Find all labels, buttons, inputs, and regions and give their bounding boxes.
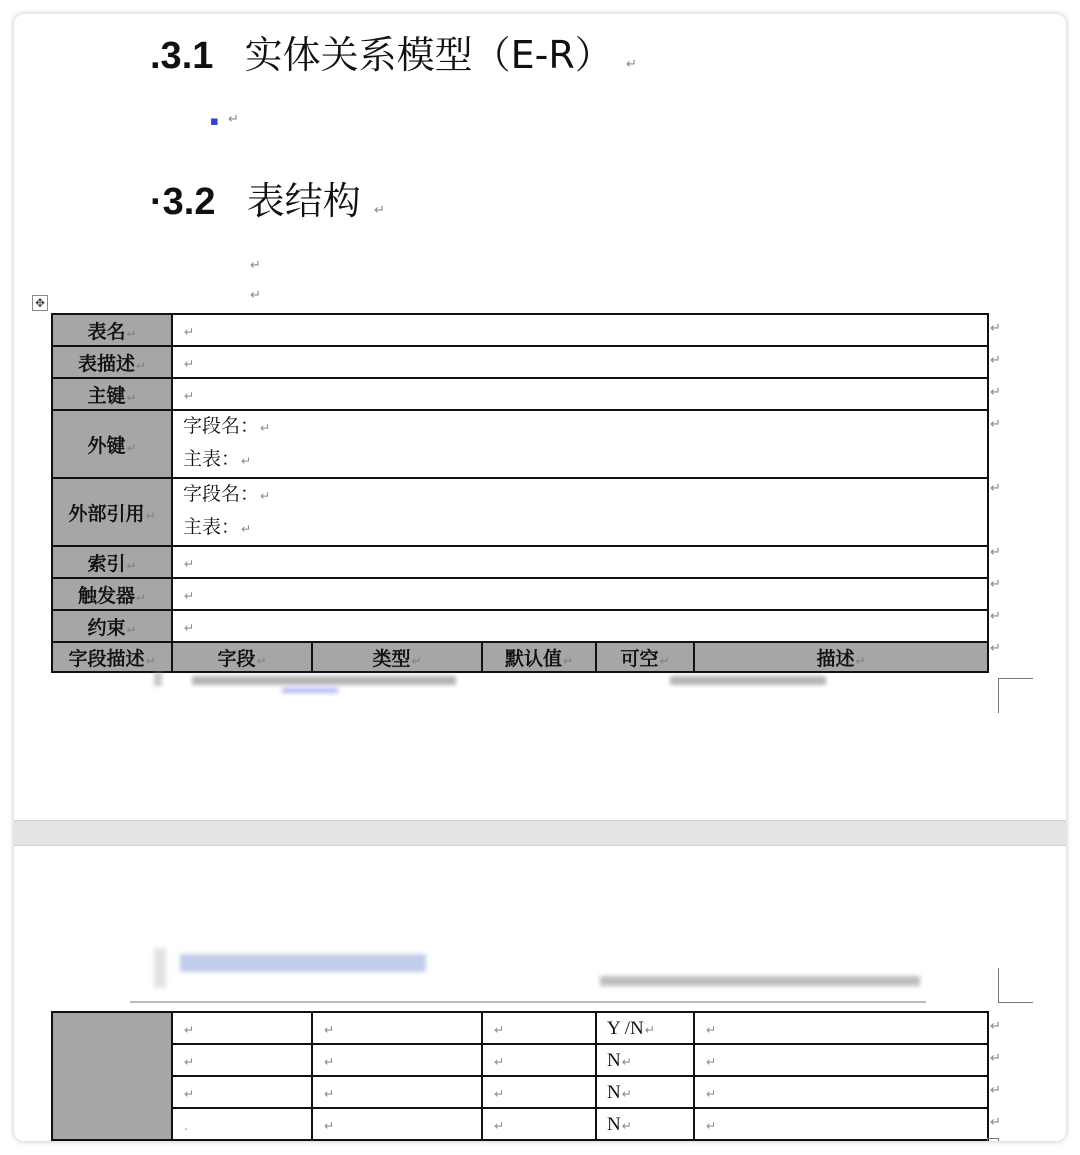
column-header-text: 可空 bbox=[620, 647, 659, 670]
cell-end-mark: ↵ bbox=[706, 1023, 717, 1037]
row-value-cell[interactable] bbox=[172, 378, 988, 410]
blurred-header-text bbox=[180, 954, 426, 972]
field-cell[interactable] bbox=[312, 1108, 482, 1140]
table-structure-template bbox=[51, 313, 989, 673]
paragraph-mark: ↵ bbox=[373, 203, 385, 218]
cell-end-mark: ↵ bbox=[621, 1086, 632, 1101]
paragraph-mark: ↵ bbox=[241, 522, 252, 536]
row-value-cell[interactable] bbox=[172, 410, 988, 478]
cell-end-mark: ↵ bbox=[184, 1055, 195, 1069]
nullable-cell[interactable] bbox=[596, 1076, 694, 1108]
cell-end-mark: ↵ bbox=[659, 653, 670, 668]
page-gap bbox=[14, 820, 1066, 846]
cell-line-text: 字段名： bbox=[183, 483, 260, 505]
cell-end-mark: ↵ bbox=[644, 1022, 655, 1037]
cell-end-mark: ↵ bbox=[184, 589, 195, 603]
field-cell[interactable] bbox=[694, 1076, 988, 1108]
row-label-text: 表描述 bbox=[77, 352, 135, 375]
cell-end-mark: ↵ bbox=[706, 1119, 717, 1133]
cell-end-mark: ↵ bbox=[184, 557, 195, 571]
cell-line bbox=[183, 512, 987, 545]
column-header-text: 默认值 bbox=[504, 647, 562, 670]
crop-mark bbox=[998, 678, 1033, 713]
column-header[interactable] bbox=[482, 642, 596, 672]
blurred-footer-text-right bbox=[670, 676, 826, 685]
cell-end-mark: ↵ bbox=[621, 1118, 632, 1133]
row-label-text: 字段描述 bbox=[68, 647, 145, 670]
cell-end-mark: ↵ bbox=[145, 653, 156, 668]
table-row bbox=[52, 1108, 988, 1140]
row-end-mark: ↵ bbox=[990, 481, 1001, 496]
paragraph-mark: ↵ bbox=[241, 454, 252, 468]
cell-end-mark: ↵ bbox=[855, 653, 866, 668]
cell-end-mark: ↵ bbox=[324, 1023, 335, 1037]
row-value-cell[interactable] bbox=[172, 478, 988, 546]
column-header[interactable] bbox=[172, 642, 312, 672]
row-label-text: 外键 bbox=[87, 434, 126, 457]
row-value-cell[interactable] bbox=[172, 610, 988, 642]
table-row bbox=[52, 610, 988, 642]
field-cell[interactable] bbox=[172, 1044, 312, 1076]
row-end-mark: ↵ bbox=[990, 609, 1001, 624]
blurred-header-text-right bbox=[600, 976, 920, 986]
nullable-cell[interactable] bbox=[596, 1108, 694, 1140]
table-row bbox=[52, 1076, 988, 1108]
row-label bbox=[52, 478, 172, 546]
row-value-cell[interactable] bbox=[172, 578, 988, 610]
heading-3-2 bbox=[150, 170, 385, 225]
merged-label-cell bbox=[52, 1012, 172, 1140]
row-label-text: 表名 bbox=[87, 320, 126, 343]
document-canvas bbox=[14, 14, 1066, 1141]
field-cell[interactable] bbox=[482, 1044, 596, 1076]
cell-end-mark: ↵ bbox=[706, 1055, 717, 1069]
crop-mark bbox=[998, 968, 1033, 1003]
field-cell[interactable] bbox=[312, 1012, 482, 1044]
paragraph-mark: ↵ bbox=[260, 421, 271, 435]
nullable-value: N bbox=[607, 1049, 621, 1071]
row-label bbox=[52, 610, 172, 642]
table-row bbox=[52, 1012, 988, 1044]
page-1 bbox=[14, 14, 1066, 820]
field-cell[interactable] bbox=[482, 1012, 596, 1044]
row-label-text: 外部引用 bbox=[68, 502, 145, 525]
cell-line bbox=[183, 444, 987, 477]
blurred-footer-mark bbox=[154, 672, 162, 686]
cell-end-mark: ↵ bbox=[126, 440, 137, 455]
cell-line-text: 主表： bbox=[183, 448, 241, 470]
cell-end-mark: ↵ bbox=[256, 653, 267, 668]
cell-end-mark: ↵ bbox=[494, 1087, 505, 1101]
paragraph-mark: ↵ bbox=[250, 258, 261, 273]
row-end-mark: ↵ bbox=[990, 545, 1001, 560]
row-label bbox=[52, 410, 172, 478]
row-end-mark: ↵ bbox=[990, 417, 1001, 432]
row-end-mark: ↵ bbox=[990, 1051, 1001, 1066]
table-resize-handle-icon[interactable] bbox=[987, 1138, 999, 1141]
field-cell[interactable] bbox=[172, 1012, 312, 1044]
heading-3-2-text: 表结构 bbox=[246, 179, 361, 223]
nullable-cell[interactable] bbox=[596, 1044, 694, 1076]
cell-end-mark: ↵ bbox=[135, 358, 147, 373]
cell-end-mark: ↵ bbox=[184, 389, 195, 403]
column-header-text: 描述 bbox=[816, 647, 855, 670]
row-value-cell[interactable] bbox=[172, 546, 988, 578]
cell-end-mark: ↵ bbox=[411, 653, 422, 668]
cell-end-mark: ↵ bbox=[494, 1119, 505, 1133]
table-row bbox=[52, 478, 988, 546]
column-header[interactable] bbox=[312, 642, 482, 672]
row-end-mark: ↵ bbox=[990, 641, 1001, 656]
nullable-cell[interactable] bbox=[596, 1012, 694, 1044]
nullable-value: Y /N bbox=[607, 1017, 644, 1039]
row-label bbox=[52, 546, 172, 578]
column-header[interactable] bbox=[596, 642, 694, 672]
paragraph-mark: ↵ bbox=[250, 288, 261, 303]
row-value-cell[interactable] bbox=[172, 346, 988, 378]
row-end-mark: ↵ bbox=[990, 1019, 1001, 1034]
paragraph-mark: ↵ bbox=[260, 489, 271, 503]
cell-end-mark: ↵ bbox=[135, 590, 147, 605]
table-row bbox=[52, 378, 988, 410]
row-label bbox=[52, 642, 172, 672]
cell-line bbox=[183, 479, 987, 512]
field-cell[interactable] bbox=[312, 1044, 482, 1076]
row-label-text: 主键 bbox=[87, 384, 126, 407]
row-label bbox=[52, 578, 172, 610]
paragraph-mark: ↵ bbox=[228, 112, 239, 127]
field-cell[interactable] bbox=[482, 1108, 596, 1140]
cell-end-mark: ↵ bbox=[145, 508, 156, 523]
table-row-field-header bbox=[52, 642, 988, 672]
field-cell[interactable] bbox=[694, 1044, 988, 1076]
row-label-text: 索引 bbox=[87, 552, 126, 575]
row-label bbox=[52, 378, 172, 410]
cell-end-mark: ↵ bbox=[324, 1119, 335, 1133]
row-end-mark: ↵ bbox=[990, 353, 1001, 368]
row-end-mark: ↵ bbox=[990, 321, 1001, 336]
cell-end-mark: ↵ bbox=[126, 326, 137, 341]
field-cell[interactable] bbox=[312, 1076, 482, 1108]
heading-3-1-number: .3.1 bbox=[150, 35, 214, 77]
cell-line-text: 主表： bbox=[183, 516, 241, 538]
cell-line-text: 字段名： bbox=[183, 415, 260, 437]
blurred-footer-link bbox=[282, 688, 338, 693]
cell-end-mark: ↵ bbox=[184, 325, 195, 339]
field-cell[interactable] bbox=[694, 1012, 988, 1044]
field-cell[interactable] bbox=[172, 1076, 312, 1108]
blurred-header-mark bbox=[154, 948, 166, 988]
row-value-cell[interactable] bbox=[172, 314, 988, 346]
blurred-footer-text-left bbox=[192, 676, 456, 685]
row-label-text: 约束 bbox=[87, 616, 126, 639]
row-end-mark: ↵ bbox=[990, 1115, 1001, 1130]
heading-3-2-number: ·3.2 bbox=[150, 181, 216, 223]
cell-end-mark: ↵ bbox=[324, 1055, 335, 1069]
cell-end-mark: ↵ bbox=[184, 621, 195, 635]
row-end-mark: ↵ bbox=[990, 385, 1001, 400]
nullable-value: N bbox=[607, 1081, 621, 1103]
row-label bbox=[52, 314, 172, 346]
table-row bbox=[52, 346, 988, 378]
cell-end-mark: . bbox=[184, 1119, 188, 1133]
row-label-text: 触发器 bbox=[77, 584, 135, 607]
table-row bbox=[52, 546, 988, 578]
heading-3-1-text: 实体关系模型（E-R） bbox=[244, 33, 613, 77]
row-label bbox=[52, 346, 172, 378]
cell-end-mark: ↵ bbox=[184, 1023, 195, 1037]
nullable-value: N bbox=[607, 1113, 621, 1135]
table-row bbox=[52, 314, 988, 346]
cell-end-mark: ↵ bbox=[706, 1087, 717, 1101]
cell-end-mark: ↵ bbox=[562, 653, 574, 668]
heading-3-1 bbox=[150, 24, 637, 79]
cell-end-mark: ↵ bbox=[621, 1054, 632, 1069]
paragraph-mark: ↵ bbox=[626, 57, 637, 72]
row-end-mark: ↵ bbox=[990, 577, 1001, 592]
table-row bbox=[52, 1044, 988, 1076]
table-move-handle-icon[interactable]: ✥ bbox=[32, 295, 48, 311]
field-description-table bbox=[51, 1011, 989, 1141]
cell-line bbox=[183, 411, 987, 444]
cell-end-mark: ↵ bbox=[126, 558, 137, 573]
page-2 bbox=[14, 846, 1066, 1141]
cell-end-mark: ↵ bbox=[184, 357, 195, 371]
cell-end-mark: ↵ bbox=[126, 390, 137, 405]
cell-end-mark: ↵ bbox=[126, 622, 137, 637]
header-rule bbox=[130, 1001, 926, 1003]
cell-end-mark: ↵ bbox=[494, 1023, 505, 1037]
cell-end-mark: ↵ bbox=[184, 1087, 195, 1101]
column-header-text: 类型 bbox=[372, 647, 411, 670]
table-row bbox=[52, 410, 988, 478]
field-cell[interactable] bbox=[172, 1108, 312, 1140]
small-anchor-mark: ▪ bbox=[210, 114, 219, 129]
cell-end-mark: ↵ bbox=[324, 1087, 335, 1101]
field-cell[interactable] bbox=[482, 1076, 596, 1108]
column-header[interactable] bbox=[694, 642, 988, 672]
table-row bbox=[52, 578, 988, 610]
column-header-text: 字段 bbox=[217, 647, 256, 670]
field-cell[interactable] bbox=[694, 1108, 988, 1140]
cell-end-mark: ↵ bbox=[494, 1055, 505, 1069]
row-end-mark: ↵ bbox=[990, 1083, 1001, 1098]
